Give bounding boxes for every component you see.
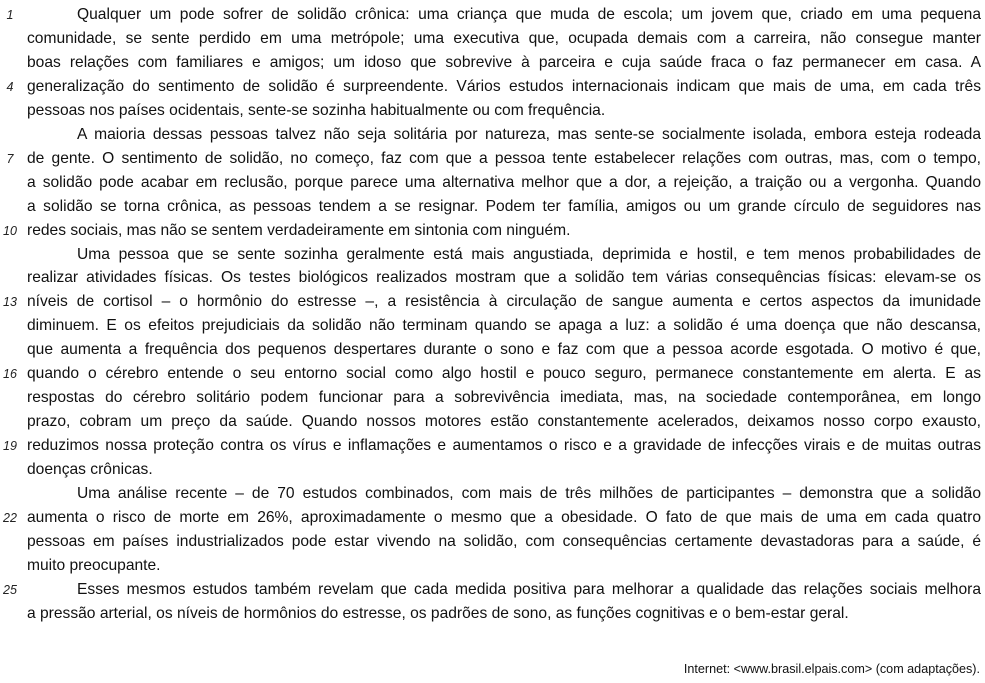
text-line	[0, 314, 985, 338]
line-number: 16	[3, 367, 17, 382]
line-text: de gente. O sentimento de solidão, no começo, faz com que a pessoa tente estabelecer relações com outras, mas, com o tempo,	[27, 149, 981, 167]
line-text: Uma análise recente – de 70 estudos combinados, com mais de três milhões de participantes – demonstra que a solidão	[77, 485, 981, 502]
text-line	[0, 410, 985, 434]
text-line	[0, 99, 985, 123]
line-text: a solidão se torna crônica, as pessoas tendem a se resignar. Podem ter família, amigos ou um grande círculo de seguidores nas	[27, 197, 981, 215]
text-line	[0, 578, 985, 602]
line-text: pessoas nos países ocidentais, sente-se sozinha habitualmente ou com frequência.	[27, 101, 606, 119]
text-line	[0, 75, 985, 99]
text-line	[0, 554, 985, 578]
line-text: Qualquer um pode sofrer de solidão crônica: uma criança que muda de escola; um jovem que, criado em uma pequena	[77, 6, 981, 23]
text-line	[0, 290, 985, 314]
line-text: realizar atividades físicas. Os testes biológicos realizados mostram que a solidão tem várias consequências físicas: elevam-se os	[27, 269, 981, 287]
line-text: que aumenta a frequência dos pequenos despertares durante o sono e faz com que a pessoa acorde esgotada. O motivo é que,	[27, 341, 981, 359]
text-line	[0, 338, 985, 362]
line-text: prazo, cobram um preço da saúde. Quando nossos motores estão constantemente acelerados, deixamos nosso corpo exausto,	[27, 413, 981, 431]
line-text: muito preocupante.	[27, 556, 161, 574]
source-citation: Internet: <www.brasil.elpais.com> (com adaptações).	[683, 662, 980, 676]
text-line	[0, 266, 985, 290]
line-text: a pressão arterial, os níveis de hormônios do estresse, os padrões de sono, as funções cognitivas e o bem-estar geral.	[27, 604, 849, 622]
line-text: níveis de cortisol – o hormônio do estresse –, a resistência à circulação de sangue aumenta e certos aspectos da imunidade	[27, 293, 981, 311]
line-text: generalização do sentimento de solidão é surpreendente. Vários estudos internacionais indicam que mais de uma, em cada três	[27, 77, 981, 95]
text-line	[0, 123, 985, 147]
text-line	[0, 362, 985, 386]
line-text: boas relações com familiares e amigos; um idoso que sobrevive à parceira e cuja saúde fraca o faz permanecer em casa. A	[27, 53, 981, 71]
text-line	[0, 458, 985, 482]
line-text: aumenta o risco de morte em 26%, aproximadamente o mesmo que a obesidade. O fato de que mais de uma em cada quatro	[27, 508, 981, 526]
line-number: 1	[6, 8, 14, 22]
text-line	[0, 3, 985, 27]
line-text: pessoas em países industrializados pode estar vivendo na solidão, com consequências certamente devastadoras para a saúde, é	[27, 532, 981, 550]
text-line	[0, 243, 985, 267]
line-text: a solidão pode acabar em reclusão, porque parece uma alternativa melhor que a dor, a rejeição, a traição ou a vergonha. Quando	[27, 173, 981, 191]
text-line	[0, 51, 985, 75]
text-line	[0, 147, 985, 171]
line-number: 4	[6, 79, 14, 94]
line-number: 25	[3, 582, 17, 597]
line-text: comunidade, se sente perdido em uma metrópole; uma executiva que, ocupada demais com a carreira, não consegue manter	[27, 29, 981, 47]
line-text: Uma pessoa que se sente sozinha geralmente está mais angustiada, deprimida e hostil, e tem menos probabilidades de	[77, 245, 981, 263]
line-text: reduzimos nossa proteção contra os vírus e inflamações e aumentamos o risco e a gravidade de infecções virais e de muitas outras	[27, 437, 981, 455]
text-line	[0, 482, 985, 506]
text-line	[0, 171, 985, 195]
line-text: quando o cérebro entende o seu entorno social como algo hostil e pouco seguro, permanece constantemente em alerta. E as	[27, 365, 981, 383]
text-line	[0, 530, 985, 554]
line-number: 22	[3, 510, 17, 525]
text-line	[0, 506, 985, 530]
text-line	[0, 386, 985, 410]
text-line	[0, 27, 985, 51]
text-line	[0, 219, 985, 243]
line-text: A maioria dessas pessoas talvez não seja solitária por natureza, mas sente-se socialmente isolada, embora esteja rodeada	[77, 125, 981, 143]
text-line	[0, 434, 985, 458]
line-number: 13	[3, 295, 17, 310]
text-line	[0, 602, 985, 626]
line-number: 19	[3, 439, 17, 454]
text-line	[0, 195, 985, 219]
line-text: diminuem. E os efeitos prejudiciais da solidão não terminam quando se apaga a luz: a solidão é uma doença que não descansa,	[27, 317, 981, 335]
line-number: 10	[3, 223, 17, 238]
line-text: doenças crônicas.	[27, 461, 153, 479]
line-text: Esses mesmos estudos também revelam que cada medida positiva para melhorar a qualidade das relações sociais melhora	[77, 580, 981, 598]
line-text: redes sociais, mas não se sentem verdadeiramente em sintonia com ninguém.	[27, 221, 571, 239]
line-text: respostas do cérebro solitário podem funcionar para a sobrevivência imediata, mas, na sociedade contemporânea, em longo	[27, 389, 981, 407]
line-number: 7	[6, 151, 14, 166]
